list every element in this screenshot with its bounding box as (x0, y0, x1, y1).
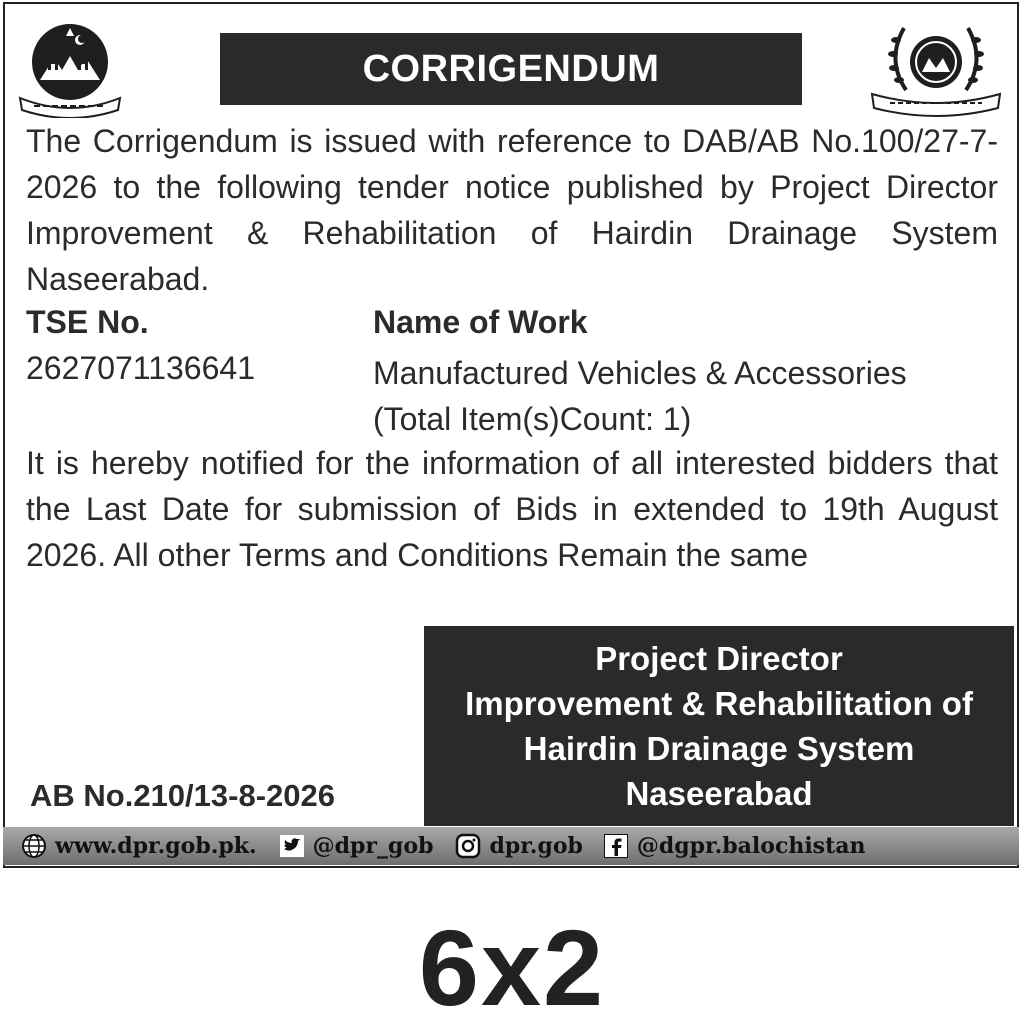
signature-line-3: Hairdin Drainage System (523, 730, 915, 767)
ab-number: AB No.210/13-8-2026 (30, 778, 335, 813)
notice-paragraph: It is hereby notified for the information of all interested bidders that the Last Date for submission of Bids in extended to 19th August 2026. All other Terms and Conditions Remain the same (26, 445, 998, 573)
work-heading: Name of Work (373, 304, 588, 340)
footer-instagram[interactable] (455, 833, 582, 859)
tse-heading: TSE No. (26, 304, 149, 340)
globe-icon (21, 833, 47, 859)
intro-paragraph: The Corrigendum is issued with reference to DAB/AB No.100/27-7-2026 to the following tender notice published by Project Director Improvement & Rehabilitation of Hairdin Drainage System Naseerabad. (26, 123, 998, 297)
work-count: (Total Item(s)Count: 1) (373, 401, 692, 437)
footer-twitter[interactable] (279, 833, 434, 859)
footer-facebook[interactable] (603, 833, 866, 859)
tse-number: 2627071136641 (26, 350, 255, 386)
instagram-handle: dpr.gob (489, 833, 583, 859)
signature-line-1: Project Director (595, 640, 843, 677)
facebook-icon (603, 833, 629, 859)
footer-social-bar (3, 827, 1019, 865)
instagram-icon (455, 833, 481, 859)
twitter-handle: @dpr_gob (312, 833, 434, 859)
facebook-handle: @dgpr.balochistan (636, 833, 866, 859)
signature-line-4: Naseerabad (625, 775, 813, 812)
footer-website[interactable] (21, 833, 257, 859)
signature-block (424, 626, 1014, 826)
page-title: CORRIGENDUM (220, 33, 802, 105)
twitter-icon (279, 833, 305, 859)
website-text: www.dpr.gob.pk. (55, 833, 257, 859)
balochistan-emblem-icon (14, 18, 126, 118)
signature-line-2: Improvement & Rehabilitation of (465, 685, 973, 722)
work-name: Manufactured Vehicles & Accessories (373, 355, 907, 391)
ad-size-label: 6x2 (418, 907, 606, 1028)
dgpr-emblem-icon (866, 20, 1006, 118)
work-description (373, 350, 907, 442)
